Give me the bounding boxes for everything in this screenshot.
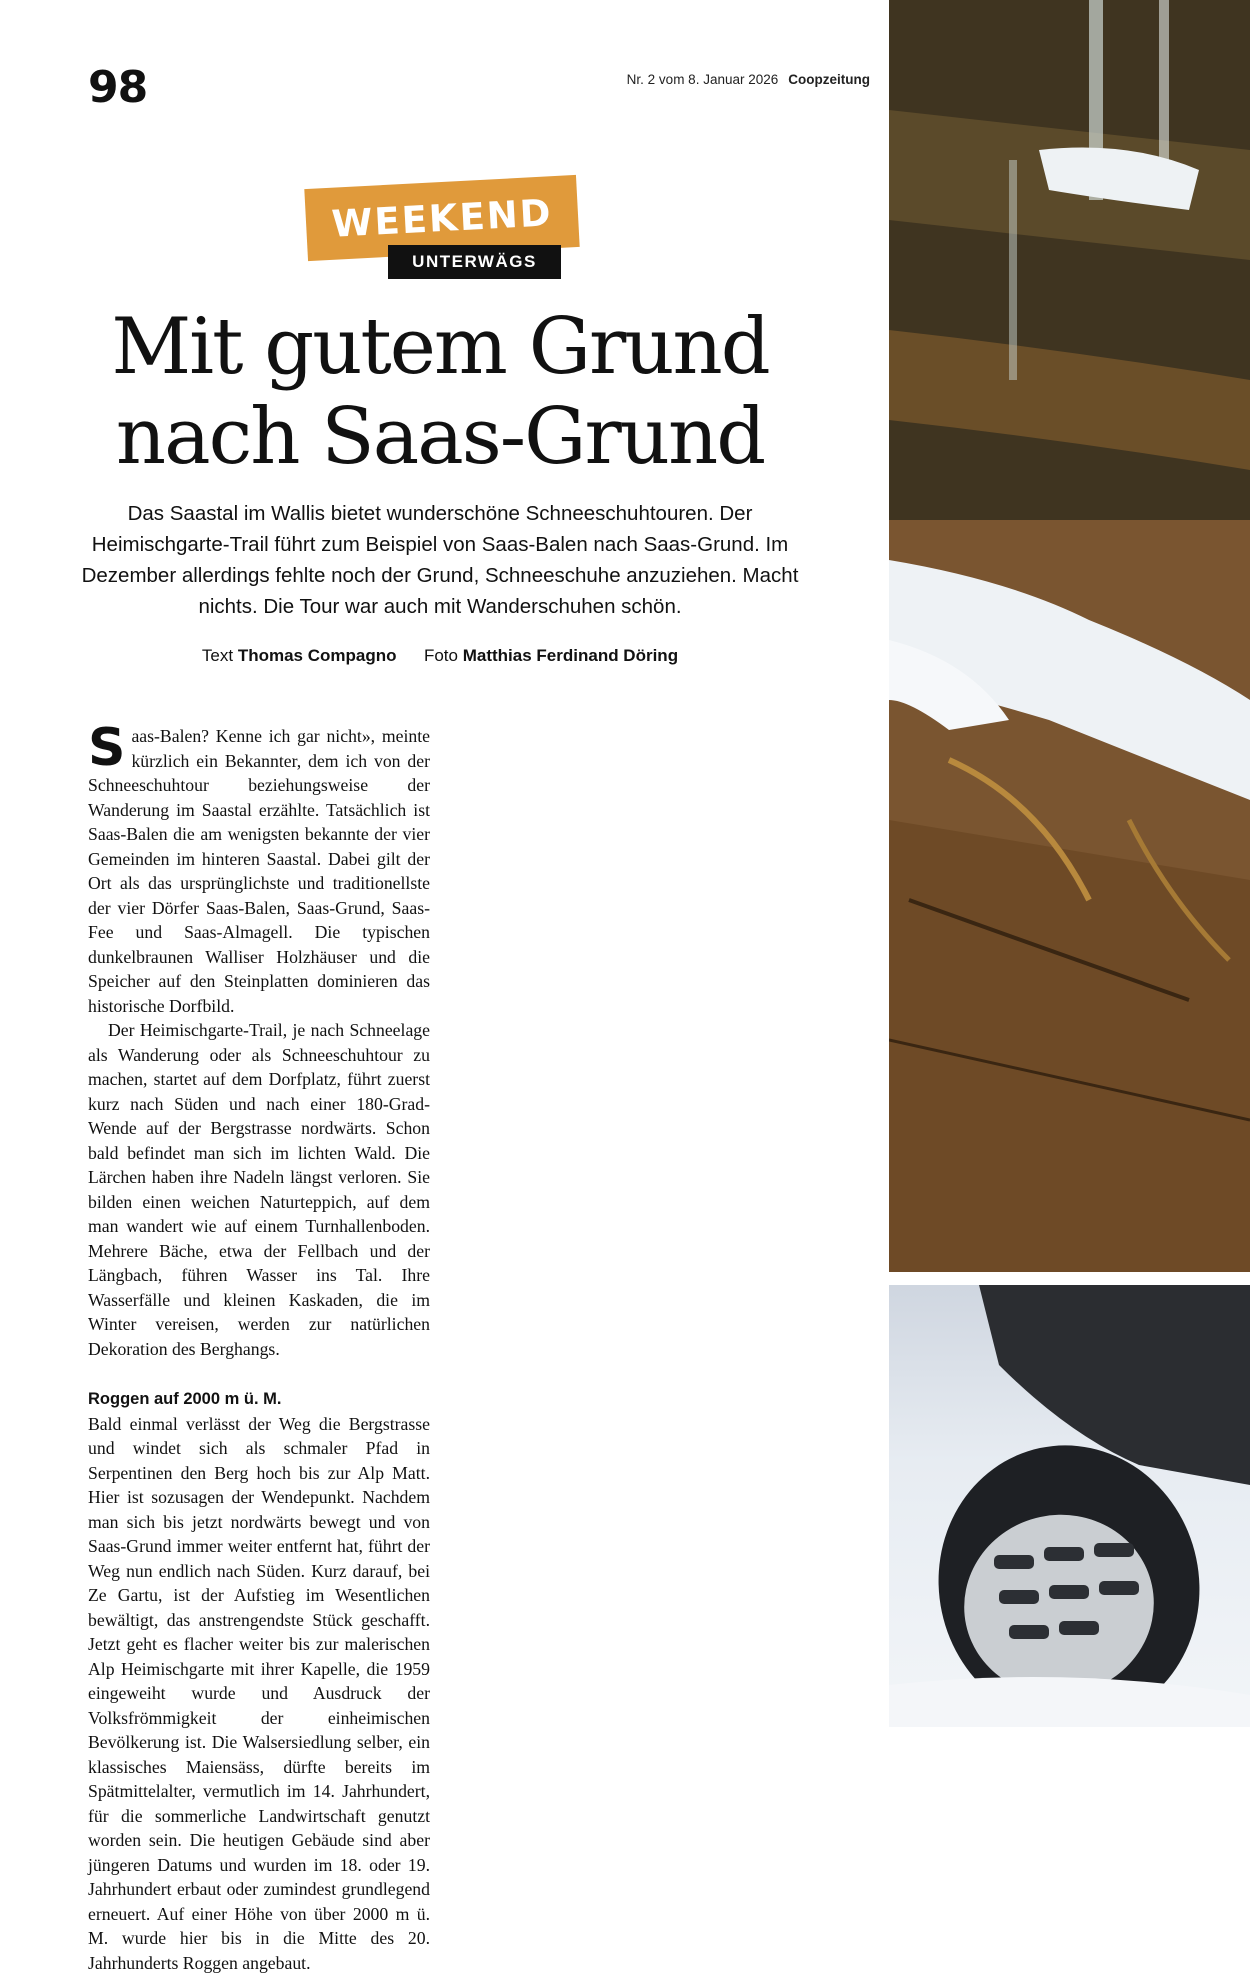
article-column-left [88,724,430,1975]
publication-name: Coopzeitung [788,72,870,87]
photo-author: Matthias Ferdinand Döring [463,646,678,665]
paragraph-1 [88,724,430,1018]
article-headline [60,302,820,482]
headline-line-1: Mit gutem Grund [111,302,768,392]
issue-line [560,72,870,87]
photo-waterfall-hillside [889,0,1250,1272]
text-credit-label: Text [202,646,233,665]
paragraph-2: Der Heimischgarte-Trail, je nach Schneelage als Wanderung oder als Schneeschuhtour zu machen, startet auf dem Dorfplatz, führt zuerst kurz nach Süden und nach einer 180-Grad-Wende auf der Bergstrasse nordwärts. Schon bald befindet man sich im lichten Wald. Die Lärchen haben ihre Nadeln längst verloren. Sie bilden einen weichen Naturteppich, auf dem man wandert wie auf einem Turnhallenboden. Mehrere Bäche, etwa der Fellbach und der Längbach, führen Wasser ins Tal. Ihre Wasserfälle und kleinen Kaskaden, die im Winter vereisen, werden zur natürlichen Dekoration des Berghangs. [88,1018,430,1361]
paragraph-1-text: aas-Balen? Kenne ich gar nicht», meinte kürzlich ein Bekannter, dem ich von der Schneeschuhtour beziehungsweise der Wanderung im Saastal erzählte. Tatsächlich ist Saas-Balen die am wenigsten bekannte der vier Gemeinden im hinteren Saastal. Dabei gilt der Ort als das ursprünglichste und traditionellste der vier Dörfer Saas-Balen, Saas-Grund, Saas-Fee und Saas-Almagell. Die typischen dunkelbraunen Walliser Holzhäuser und die Speicher auf den Steinplatten dominieren das historische Dorfbild. [88,726,430,1016]
section-label: WEEKEND [304,175,579,261]
issue-date: Nr. 2 vom 8. Januar 2026 [627,72,779,87]
section-sublabel: UNTERWÄGS [388,245,561,279]
paragraph-3: Bald einmal verlässt der Weg die Bergstrasse und windet sich als schmaler Pfad in Serpentinen den Berg hoch bis zur Alp Matt. Hier ist sozusagen der Wendepunkt. Nachdem man sich bis jetzt nordwärts bewegt und von Saas-Grund immer weiter entfernt hat, führt der Weg nun endlich nach Süden. Kurz darauf, bei Ze Gartu, ist der Aufstieg im Wesentlichen bewältigt, das anstrengendste Stück geschafft. Jetzt geht es flacher weiter bis zur malerischen Alp Heimischgarte mit ihrer Kapelle, die 1959 eingeweiht wurde und Ausdruck der Volksfrömmigkeit der einheimischen Bevölkerung ist. Die Walsersiedlung selber, ein klassisches Maiensäss, dürfte bereits im Spätmittelalter, vermutlich im 14. Jahrhundert, für die sommerliche Landwirtschaft genutzt worden sein. Die heutigen Gebäude sind aber jüngeren Datums und wurden im 18. oder 19. Jahrhundert erbaut oder zumindest grundlegend erneuert. Auf einer Höhe von über 2000 m ü. M. wurde hier bis in die Mitte des 20. Jahrhunderts Roggen angebaut. [88,1412,430,1975]
article-credits [80,646,800,666]
drop-cap: S [88,726,125,770]
text-author: Thomas Compagno [238,646,397,665]
subhead-1: Roggen auf 2000 m ü. M. [88,1387,430,1412]
article-lead: Das Saastal im Wallis bietet wunderschöne Schneeschuhtouren. Der Heimischgarte-Trail führt zum Beispiel von Saas-Balen nach Saas-Grund. Im Dezember allerdings fehlte noch der Grund, Schneeschuhe anzuziehen. Macht nichts. Die Tour war auch mit Wanderschuhen schön. [80,498,800,622]
headline-line-2: nach Saas-Grund [116,392,764,482]
page-number: 98 [88,66,147,110]
photo-credit-label: Foto [424,646,458,665]
photo-hiking-boot-snow [889,1285,1250,1727]
